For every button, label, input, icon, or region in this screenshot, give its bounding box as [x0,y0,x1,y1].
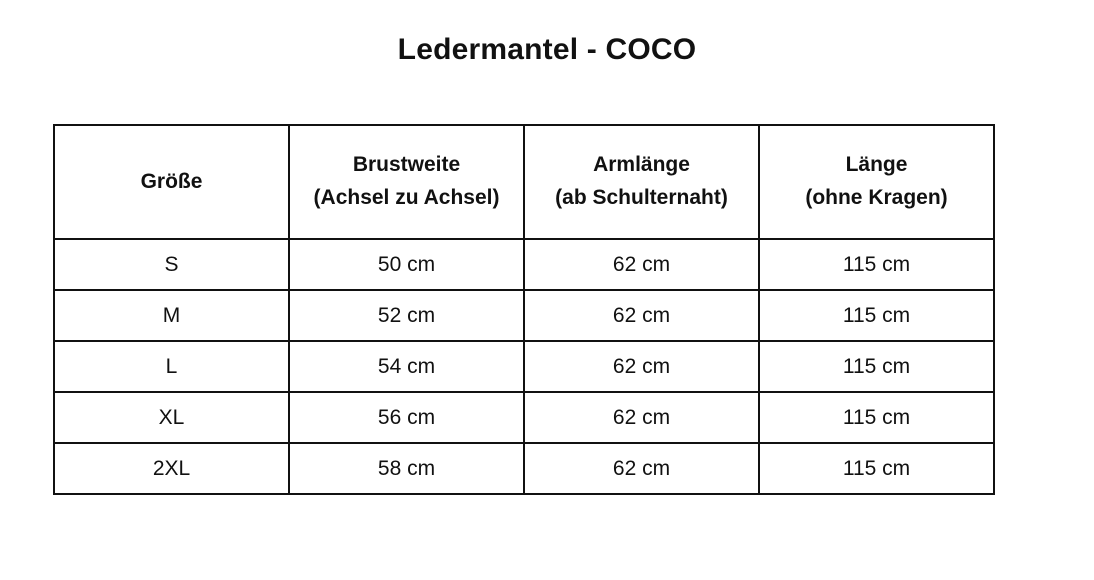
column-header-chest-width [289,125,524,239]
column-header-size [54,125,289,239]
cell-length: 115 cm [759,341,994,392]
cell-size: S [54,239,289,290]
table-row [54,290,994,341]
cell-arm: 62 cm [524,392,759,443]
cell-chest: 58 cm [289,443,524,494]
table-body [54,239,994,494]
table-row [54,443,994,494]
column-header-sublabel: (ab Schulternaht) [555,186,728,209]
cell-chest: 52 cm [289,290,524,341]
cell-length: 115 cm [759,290,994,341]
column-header-label: Brustweite [352,153,461,177]
size-chart-table [53,124,995,495]
column-header-sublabel: (Achsel zu Achsel) [313,186,500,209]
cell-chest: 56 cm [289,392,524,443]
column-header-sublabel: (ohne Kragen) [805,186,948,209]
cell-arm: 62 cm [524,443,759,494]
table-header [54,125,994,239]
cell-arm: 62 cm [524,290,759,341]
table-row [54,392,994,443]
cell-chest: 54 cm [289,341,524,392]
column-header-length [759,125,994,239]
column-header-label: Länge [845,153,908,177]
cell-size: L [54,341,289,392]
table-header-row [54,125,994,239]
cell-arm: 62 cm [524,239,759,290]
table-row [54,341,994,392]
column-header-label: Armlänge [593,153,690,177]
cell-chest: 50 cm [289,239,524,290]
table-row [54,239,994,290]
cell-length: 115 cm [759,443,994,494]
cell-size: XL [54,392,289,443]
cell-arm: 62 cm [524,341,759,392]
cell-length: 115 cm [759,392,994,443]
cell-size: 2XL [54,443,289,494]
cell-length: 115 cm [759,239,994,290]
column-header-arm-length [524,125,759,239]
cell-size: M [54,290,289,341]
column-header-label: Größe [140,169,203,193]
page-title: Ledermantel - COCO [397,33,697,66]
